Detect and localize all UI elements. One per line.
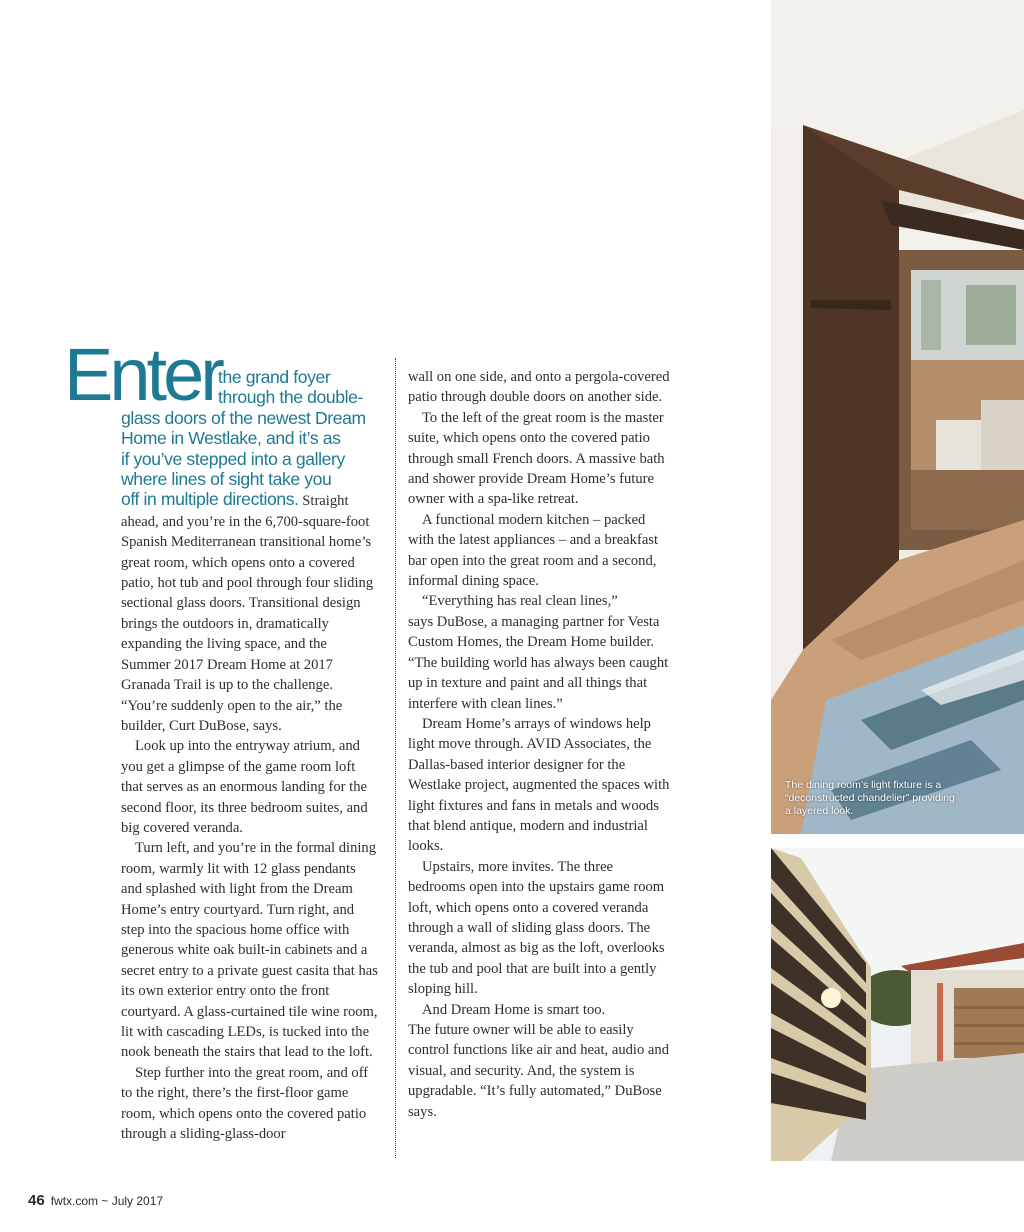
body-paragraph: Upstairs, more invites. The three bedrooms open into the upstairs game room loft, which opens onto a covered veranda through a wall of sliding glass doors. The veranda, almost as big as the loft, overlooks the tub and pool that are built into a gently sloping hill. xyxy=(408,858,665,998)
page-number: 46 xyxy=(28,1192,45,1209)
deck-line: if you’ve stepped into a gallery xyxy=(121,448,345,469)
exterior-illustration xyxy=(771,848,1024,1161)
page-folio xyxy=(28,1192,163,1209)
body-paragraph: The future owner will be able to easily control functions like air and heat, audio and visual, and security. And, the system is upgradable. “It’s fully automated,” DuBose says. xyxy=(408,1022,669,1120)
body-paragraph: And Dream Home is smart too. xyxy=(422,1001,606,1018)
deck-line: Home in Westlake, and it’s as xyxy=(121,428,341,449)
body-paragraph: Dream Home’s arrays of windows help light move through. AVID Associates, the Dallas-based interior designer for the Westlake project, augmented the spaces with light fixtures and fans in metals and woods that blend antique, modern and industrial looks. xyxy=(408,715,670,855)
deck-line: where lines of sight take you xyxy=(121,469,332,490)
dining-room-illustration xyxy=(771,0,1024,834)
photo-caption: The dining room’s light fixture is a “deconstructed chandelier” providing a layered look. xyxy=(785,779,955,817)
lead-paragraph xyxy=(121,489,379,736)
exterior-photo xyxy=(771,848,1024,1161)
body-paragraph: Step further into the great room, and off to the right, there’s the first-floor game room, which opens onto the covered patio through a sliding-glass-door xyxy=(121,1064,369,1143)
column-2 xyxy=(408,367,670,1122)
body-paragraph: A functional modern kitchen – packed with the latest appliances – and a breakfast bar open into the great room and a second, informal dining space. xyxy=(408,511,659,590)
column-divider xyxy=(395,358,396,1158)
body-paragraph: “Everything has real clean lines,” xyxy=(422,593,618,610)
body-paragraph: wall on one side, and onto a pergola-covered patio through double doors on another side. xyxy=(408,369,670,406)
drop-word-enter: Enter xyxy=(64,333,221,416)
folio-text: fwtx.com ~ July 2017 xyxy=(50,1194,164,1208)
dining-room-photo xyxy=(771,0,1024,834)
body-paragraph: Turn left, and you’re in the formal dining room, warmly lit with 12 glass pendants and splashed with light from the Dream Home’s entry courtyard. Turn right, and step into the spacious home office with generous white oak built-in cabinets and a secret entry to a private guest casita that has its own exterior entry onto the front courtyard. A glass-curtained tile wine room, lit with cascading LEDs, is tucked into the nook beneath the stairs that lead to the loft. xyxy=(121,840,378,1061)
deck-line: glass doors of the newest Dream xyxy=(121,407,366,428)
body-paragraph: Look up into the entryway atrium, and you get a glimpse of the game room loft that serves as an enormous landing for the second floor, its three bedroom suites, and big covered veranda. xyxy=(121,738,368,836)
deck-line: through the double- xyxy=(218,387,363,408)
body-paragraph: says DuBose, a managing partner for Vesta Custom Homes, the Dream Home builder. “The building world has always been caught up in texture and paint and all things that interfere with clean lines.” xyxy=(408,613,669,712)
body-paragraph: To the left of the great room is the master suite, which opens onto the covered patio through small French doors. A massive bath and shower provide Dream Home’s future owner with a spa-like retreat. xyxy=(408,409,665,508)
deck-line: off in multiple directions. xyxy=(121,489,299,510)
column-1 xyxy=(121,367,379,1144)
deck-line: the grand foyer xyxy=(218,367,331,387)
lead-paragraph-text: Straight ahead, and you’re in the 6,700-square-foot Spanish Mediterranean transitional home’s great room, which opens onto a covered patio, hot tub and pool through four sliding sectional glass doors. Transitional design brings the outdoors in, dramatically expanding the living space, and the Summer 2017 Dream Home at 2017 Granada Trail is up to the challenge. “You’re suddenly open to the air,” the builder, Curt DuBose, says. xyxy=(121,493,374,734)
